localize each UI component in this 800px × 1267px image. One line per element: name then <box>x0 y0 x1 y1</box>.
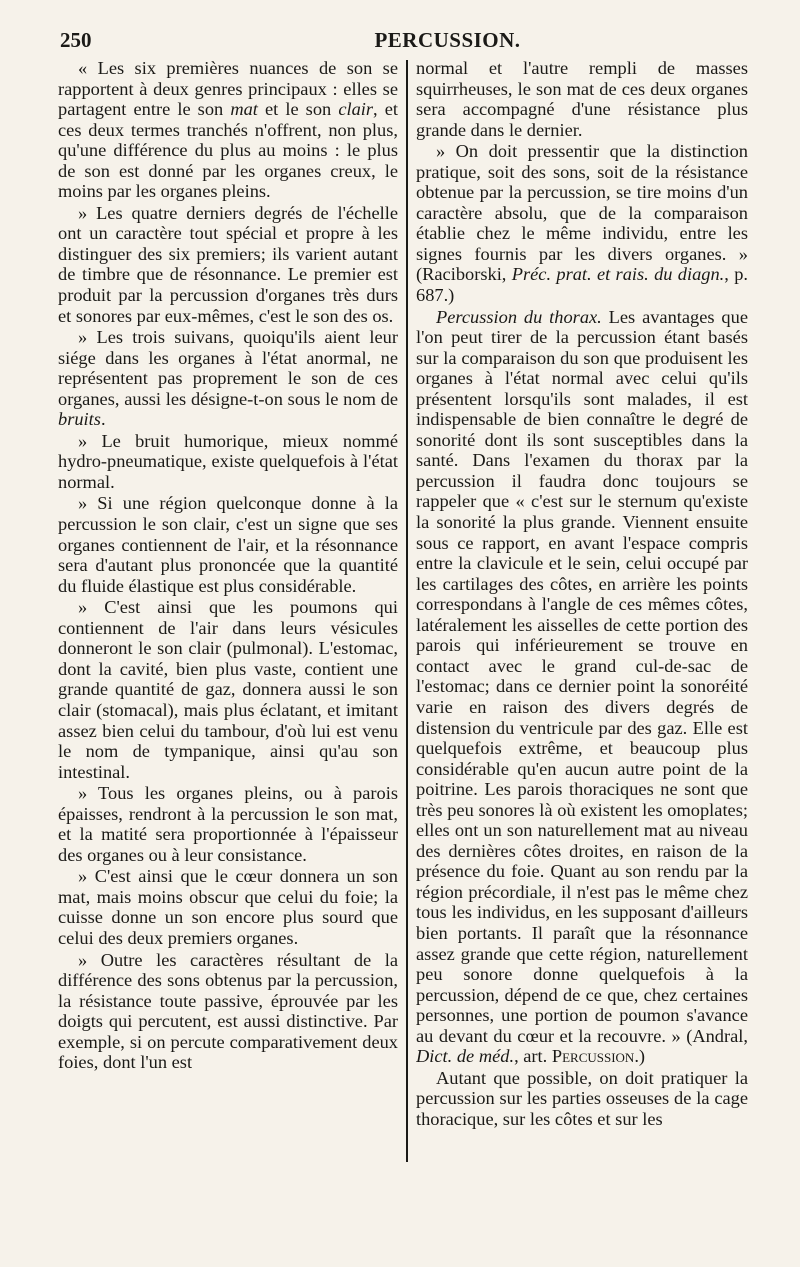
column-divider <box>406 60 408 1162</box>
paragraph: Autant que possible, on doit pratiquer la percussion sur les parties osseuses de la cage thoracique, sur les côtes et sur les <box>416 1067 748 1129</box>
paragraph: » Tous les organes pleins, ou à parois épaisses, rendront à la percussion le son mat, et la matité sera proportionnée à l'épaisseur des organes ou à leur consistance. <box>58 783 398 865</box>
paragraph: Percussion du thorax. Les avantages que l'on peut tirer de la percussion étant basés sur la comparaison du son que produisent les organes à l'état normal avec celui qu'ils présentent lorsqu'ils sont malades, il est indispensable de bien connaître le degré de sonorité dont ils sont susceptibles dans la santé. Dans l'examen du thorax par la percussion il faudra donc toujours se rappeler que « c'est sur le sternum qu'existe la sonorité la plus grande. Viennent ensuite sous ce rapport, en avant l'espace compris entre la clavicule et le sein, celui occupé par les cartilages des côtes, en arrière les points correspondans à l'angle de ces mêmes côtes, latéralement les aisselles de cette portion des parois qui inférieurement se trouve en contact avec le grand cul-de-sac de l'estomac; dans ce dernier point la sonoréité varie en raison des divers degrés de distension du ventricule par des gaz. Elle est quelquefois extrême, et beaucoup plus considérable qu'en aucun autre point de la poitrine. Les parois thoraciques ne sont que très peu sonores là où existent les omoplates; elles ont un son naturellement mat au niveau des dernières côtes droites, en raison de la présence du foie. Quant au son rendu par la région précordiale, il n'est pas le même chez tous les individus, en les supposant d'ailleurs bien portants. Il paraît que la résonnance assez grande que cette région, naturellement peu sonore donne quelquefois à la percussion, dépend de ce que, chez certaines personnes, une portion de poumon s'avance au devant du cœur et la recouvre. » (Andral, Dict. de méd., art. Percussion.) <box>416 306 748 1067</box>
page-header <box>60 28 745 58</box>
paragraph: » Les trois suivans, quoiqu'ils aient leur siége dans les organes à l'état anormal, ne représentent pas proprement le son de ces organes, aussi les désigne-t-on sous le nom de bruits. <box>58 327 398 430</box>
paragraph: » C'est ainsi que les poumons qui contiennent de l'air dans leurs vésicules donneront le son clair (pulmonal). L'estomac, dont la cavité, bien plus vaste, contient une grande quantité de gaz, donnera aussi le son clair (stomacal), mais plus éclatant, et imitant assez bien celui du tambour, d'où lui est venu le nom de tympanique, ainsi qu'au son intestinal. <box>58 597 398 782</box>
running-title: PERCUSSION. <box>374 28 521 52</box>
paragraph: » Si une région quelconque donne à la percussion le son clair, c'est un signe que ses organes contiennent de l'air, et la résonnance sera d'autant plus prononcée que la quantité du fluide élastique est plus considérable. <box>58 493 398 596</box>
paragraph: » Le bruit humorique, mieux nommé hydro-pneumatique, existe quelquefois à l'état normal. <box>58 430 398 492</box>
paragraph: » Les quatre derniers degrés de l'échelle ont un caractère tout spécial et propre à les distinguer des six premiers; ils varient autant de timbre que de résonnance. Le premier est produit par la percussion d'organes très durs et sonores par eux-mêmes, c'est le son des os. <box>58 202 398 326</box>
left-column <box>58 58 398 1248</box>
paragraph: « Les six premières nuances de son se rapportent à deux genres principaux : elles se partagent entre le son mat et le son clair, et ces deux termes tranchés n'offrent, non plus, qu'une différence du plus au moins : le plus de son est donné par les organes creux, le moins par les organes pleins. <box>58 58 398 202</box>
paragraph: » Outre les caractères résultant de la différence des sons obtenus par la percussion, la résistance toute passive, éprouvée par les doigts qui percutent, est aussi distinctive. Par exemple, si on percute comparativement deux foies, dont l'un est <box>58 949 398 1073</box>
section-heading: Percussion du thorax. <box>436 306 602 327</box>
paragraph: normal et l'autre rempli de masses squirrheuses, le son mat de ces deux organes sera accompagné d'une résistance plus grande dans le dernier. <box>416 58 748 140</box>
page-number: 250 <box>60 28 92 52</box>
paragraph: » C'est ainsi que le cœur donnera un son mat, mais moins obscur que celui du foie; la cuisse donne un son encore plus sourd que celui des deux premiers organes. <box>58 866 398 948</box>
right-column <box>416 58 748 1248</box>
paragraph: » On doit pressentir que la distinction pratique, soit des sons, soit de la résistance obtenue par la percussion, se tire moins d'un caractère absolu, que de la comparaison établie chez le même individu, entre les signes fournis par les divers organes. » (Raciborski, Préc. prat. et rais. du diagn., p. 687.) <box>416 141 748 306</box>
